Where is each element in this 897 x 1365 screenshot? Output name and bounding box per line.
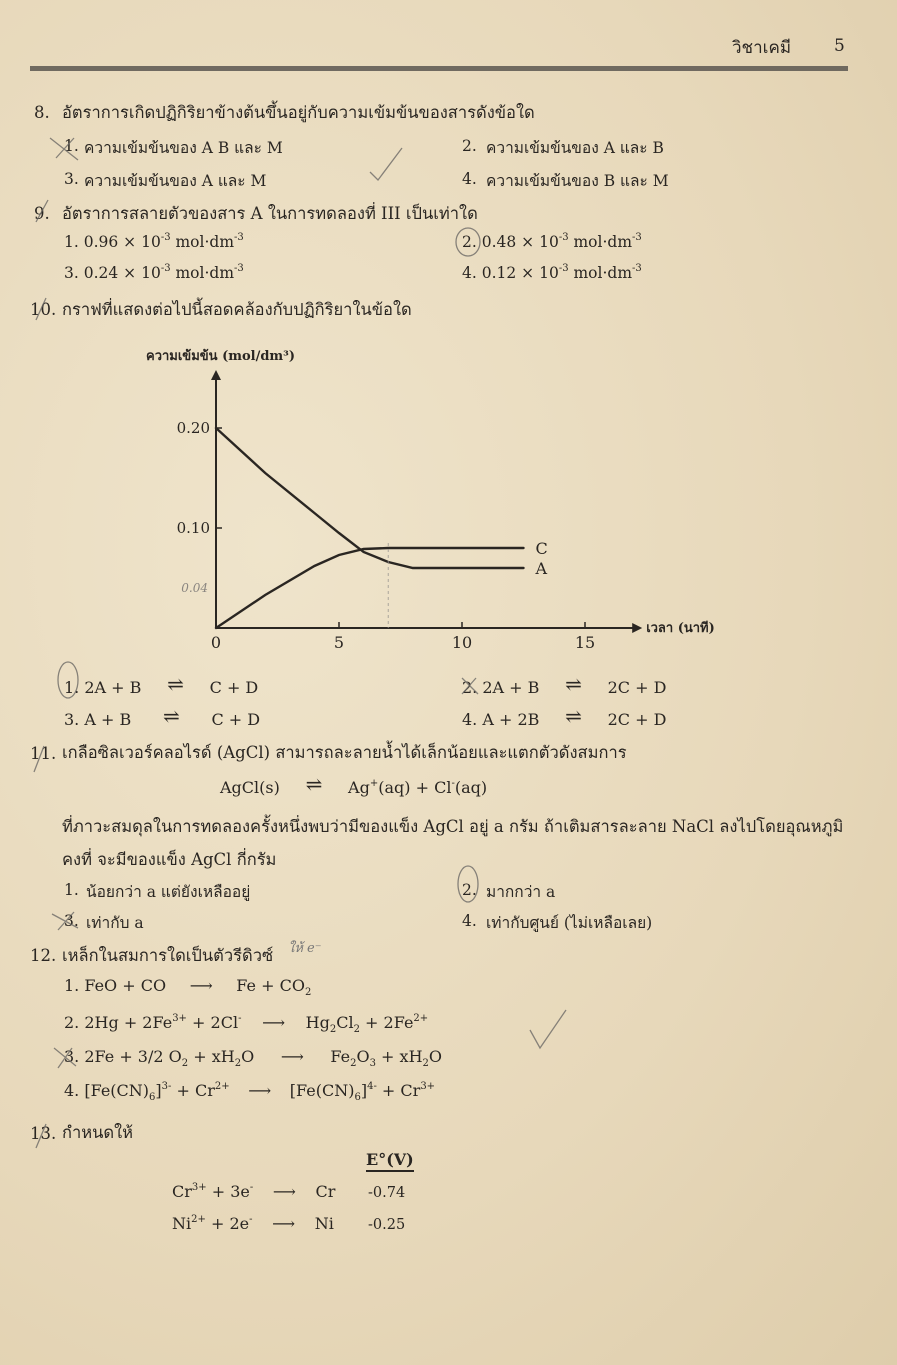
q13-r1-product: Cr xyxy=(315,1182,336,1201)
q9-o4-value: 0.12 × 10 xyxy=(481,264,559,282)
q9-o4-unit-exp: -3 xyxy=(632,263,642,274)
equilibrium-arrow-icon: ⇌ xyxy=(565,672,582,696)
q12-o4-r2: ] xyxy=(360,1081,368,1100)
q12-o4-r2-sup: 4- xyxy=(367,1081,377,1092)
q9-o3-value: 0.24 × 10 xyxy=(83,264,161,282)
q12-o3-b: + xH xyxy=(188,1047,235,1066)
q12-o4-r3-sup: 3+ xyxy=(420,1081,436,1092)
q10-option-3 xyxy=(64,704,261,729)
q13-r2-ion-charge: 2+ xyxy=(191,1214,206,1225)
q10-o1-rhs: C + D xyxy=(209,678,259,697)
q9-option-4 xyxy=(462,264,642,282)
y-tick-label: 0.20 xyxy=(176,419,210,437)
q12-number: 12. xyxy=(30,946,57,965)
q8-number: 8. xyxy=(34,103,50,122)
q12-o3-r1: Fe xyxy=(330,1047,351,1066)
q12-o4-r1: [Fe(CN) xyxy=(289,1081,355,1100)
q8-option-1-num: 1. xyxy=(64,137,79,155)
q11-eq-cl-charge: - xyxy=(451,778,455,789)
q12-o3-a: 3. 2Fe + 3/2 O xyxy=(64,1047,182,1066)
series-label-a: A xyxy=(535,559,548,578)
q12-option-4 xyxy=(64,1081,436,1103)
q12-o3-r4: O xyxy=(428,1047,443,1066)
equilibrium-arrow-icon: ⇌ xyxy=(167,672,184,696)
q13-r2-e: + 2e xyxy=(205,1214,250,1233)
q12-o4-r1-sub: 6 xyxy=(354,1092,361,1103)
q8-option-4-num: 4. xyxy=(462,170,477,188)
q12-o3-b-sub: 2 xyxy=(234,1058,242,1069)
right-arrow-icon: ⟶ xyxy=(280,1047,304,1066)
right-arrow-icon: ⟶ xyxy=(248,1081,272,1100)
q9-o1-num: 1. xyxy=(64,233,79,251)
q11-option-2-num: 2. xyxy=(462,881,477,899)
q11-equation xyxy=(220,772,488,797)
q12-o4-r3: + Cr xyxy=(376,1081,421,1100)
q13-number: 13. xyxy=(30,1124,57,1143)
q11-paragraph-1: ที่ภาวะสมดุลในการทดลองครั้งหนึ่งพบว่ามีของแข็ง AgCl อยู่ a กรัม ถ้าเติมสารละลาย NaCl ลงไปโดยอุณหภูมิ xyxy=(62,817,844,836)
q11-eq-cl: (aq) + Cl xyxy=(378,778,452,797)
q12-o3-a-sub: 2 xyxy=(181,1058,189,1069)
q9-o3-unit-exp: -3 xyxy=(234,263,244,274)
q11-option-1-num: 1. xyxy=(64,881,79,899)
q13-r2-e-charge: - xyxy=(249,1214,253,1225)
q12-o2-r2: Cl xyxy=(336,1013,354,1032)
q11-paragraph-2: คงที่ จะมีของแข็ง AgCl กี่กรัม xyxy=(62,850,277,869)
series-line-c xyxy=(216,548,524,628)
q10-o3-rhs: C + D xyxy=(211,710,261,729)
q8-option-1: ความเข้มข้นของ A B และ M xyxy=(84,139,283,157)
q9-o2-unit-exp: -3 xyxy=(632,232,642,243)
y-annotation-label: 0.04 xyxy=(181,581,208,595)
q12-o2-b: + 2Cl xyxy=(186,1013,239,1032)
q11-eq-aq: (aq) xyxy=(454,778,488,797)
q9-o1-value: 0.96 × 10 xyxy=(83,233,161,251)
q9-o4-unit: mol·dm xyxy=(568,264,633,282)
q8-option-2: ความเข้มข้นของ A และ B xyxy=(486,139,664,157)
q12-o2-r2-sub: 2 xyxy=(353,1024,360,1035)
right-arrow-icon: ⟶ xyxy=(262,1013,286,1032)
x-tick-label: 10 xyxy=(451,633,473,652)
q11-eq-ag: Ag xyxy=(348,778,370,797)
q12-o3-r3: + xH xyxy=(375,1047,423,1066)
right-arrow-icon: ⟶ xyxy=(189,976,213,995)
q10-option-4 xyxy=(462,704,667,729)
q12-o2-r1: Hg xyxy=(305,1013,330,1032)
q13-column-header: E°(V) xyxy=(366,1150,414,1172)
q9-number: 9. xyxy=(34,204,50,223)
q9-option-3 xyxy=(64,264,244,282)
q9-o1-unit: mol·dm xyxy=(170,233,235,251)
q9-text: อัตราการสลายตัวของสาร A ในการทดลองที่ III เป็นเท่าใด xyxy=(62,204,478,223)
q12-o3-c: O xyxy=(241,1047,255,1066)
x-tick-label: 15 xyxy=(574,633,596,652)
q9-o3-unit: mol·dm xyxy=(170,264,235,282)
q13-r1-e: + 3e xyxy=(206,1182,250,1201)
q12-option-2 xyxy=(64,1013,429,1035)
q13-r2-potential: -0.25 xyxy=(368,1217,406,1233)
q9-option-1 xyxy=(64,233,244,251)
q10-o2-rhs: 2C + D xyxy=(607,678,667,697)
x-tick-label: 5 xyxy=(333,633,345,652)
q9-o2-unit: mol·dm xyxy=(568,233,633,251)
q11-option-1: น้อยกว่า a แต่ยังเหลืออยู่ xyxy=(86,883,251,901)
series-label-c: C xyxy=(535,539,548,558)
q8-check-mark-icon xyxy=(370,148,402,180)
q12-o3-r2-sub: 3 xyxy=(369,1058,376,1069)
q9-o2-num: 2. xyxy=(462,233,477,251)
q12-o2-a-sup: 3+ xyxy=(172,1013,187,1024)
q13-r2-product: Ni xyxy=(314,1214,334,1233)
header-subject: วิชาเคมี xyxy=(732,38,792,58)
q13-r1-potential: -0.74 xyxy=(368,1185,406,1201)
q10-option-1 xyxy=(64,672,259,697)
q13-r1-e-charge: - xyxy=(249,1182,254,1193)
q9-o2-value: 0.48 × 10 xyxy=(481,233,559,251)
q11-option-3-num: 3. xyxy=(64,912,79,930)
equilibrium-arrow-icon: ⇌ xyxy=(565,704,582,728)
y-tick-label: 0.10 xyxy=(176,519,210,537)
q12-o2-r1-sub: 2 xyxy=(329,1024,337,1035)
q9-o1-unit-exp: -3 xyxy=(234,232,244,243)
q11-option-2: มากกว่า a xyxy=(486,883,556,901)
q10-o2-lhs: 2. 2A + B xyxy=(462,678,540,697)
q12-o4-c: + Cr xyxy=(171,1081,215,1100)
q12-check-mark-icon xyxy=(530,1010,566,1048)
q12-option-3 xyxy=(64,1047,443,1069)
q13-r1-ion: Cr xyxy=(172,1182,192,1201)
q12-o2-a: 2. 2Hg + 2Fe xyxy=(64,1013,173,1032)
q12-o2-r3: + 2Fe xyxy=(359,1013,414,1032)
x-axis-label: เวลา (นาที) xyxy=(646,621,715,636)
q12-o2-r3-sup: 2+ xyxy=(413,1013,429,1024)
q9-o4-exp: -3 xyxy=(558,263,569,274)
q13-row-ni xyxy=(172,1214,334,1233)
equilibrium-arrow-icon: ⇌ xyxy=(162,704,180,728)
x-axis-arrow-icon xyxy=(632,623,642,633)
page-number: 5 xyxy=(834,36,845,56)
q10-o4-rhs: 2C + D xyxy=(607,710,667,729)
x-tick-label: 0 xyxy=(210,633,222,652)
y-axis-label: ความเข้มข้น (mol/dm³) xyxy=(146,349,296,364)
q9-option-2 xyxy=(462,233,642,251)
q12-o1-rhs: Fe + CO xyxy=(236,976,305,995)
q12-o3-r2: O xyxy=(356,1047,370,1066)
q9-o2-exp: -3 xyxy=(558,232,569,243)
q12-o4-b: ] xyxy=(155,1081,162,1100)
q10-option-2 xyxy=(462,672,667,697)
q13-r2-ion: Ni xyxy=(172,1214,192,1233)
q11-text: เกลือซิลเวอร์คลอไรด์ (AgCl) สามารถละลายน้ำได้เล็กน้อยและแตกตัวดังสมการ xyxy=(62,743,627,762)
concentration-time-chart xyxy=(0,345,897,675)
q11-option-4: เท่ากับศูนย์ (ไม่เหลือเลย) xyxy=(486,914,653,932)
q13-row-cr xyxy=(172,1182,335,1201)
q9-o4-num: 4. xyxy=(462,264,477,282)
q12-o4-a: 4. [Fe(CN) xyxy=(64,1081,150,1100)
q11-eq-ag-charge: + xyxy=(369,778,379,789)
q10-number: 10. xyxy=(30,300,57,319)
y-axis-arrow-icon xyxy=(211,370,221,380)
q11-number: 11. xyxy=(30,744,57,763)
q12-o1-sub: 2 xyxy=(304,987,312,998)
chart-plot-area xyxy=(146,348,715,652)
q11-option-3: เท่ากับ a xyxy=(86,914,144,932)
right-arrow-icon: ⟶ xyxy=(272,1214,296,1233)
q9-o1-exp: -3 xyxy=(160,232,171,243)
q10-o3-lhs: 3. A + B xyxy=(64,710,132,729)
q10-o1-lhs: 1. 2A + B xyxy=(64,678,142,697)
q8-text: อัตราการเกิดปฏิกิริยาข้างต้นขึ้นอยู่กับความเข้มข้นของสารดังข้อใด xyxy=(62,103,535,122)
q8-option-3: ความเข้มข้นของ A และ M xyxy=(84,172,267,190)
q10-text: กราฟที่แสดงต่อไปนี้สอดคล้องกับปฏิกิริยาในข้อใด xyxy=(62,300,412,319)
q12-option-1 xyxy=(64,976,312,998)
q11-eq-lhs: AgCl(s) xyxy=(220,778,280,797)
q11-option-4-num: 4. xyxy=(462,912,477,930)
q12-o4-a-sub: 6 xyxy=(149,1092,156,1103)
q12-o4-b-sup: 3- xyxy=(161,1081,172,1092)
q12-o2-b-sup: - xyxy=(238,1013,242,1024)
q9-o3-exp: -3 xyxy=(160,263,171,274)
q12-o3-r3-sub: 2 xyxy=(422,1058,429,1069)
q8-option-4: ความเข้มข้นของ B และ M xyxy=(486,172,669,190)
q13-r1-ion-charge: 3+ xyxy=(191,1182,207,1193)
q12-o3-r1-sub: 2 xyxy=(350,1058,357,1069)
q9-o3-num: 3. xyxy=(64,264,79,282)
q8-option-2-num: 2. xyxy=(462,137,477,155)
right-arrow-icon: ⟶ xyxy=(272,1182,296,1201)
q12-o4-c-sup: 2+ xyxy=(214,1081,230,1092)
q12-text: เหล็กในสมการใดเป็นตัวรีดิวซ์ xyxy=(62,946,274,965)
q12-handwritten-note: ให้ e⁻ xyxy=(288,941,322,956)
q13-text: กำหนดให้ xyxy=(62,1123,134,1142)
q8-option-3-num: 3. xyxy=(64,170,79,188)
header-rule xyxy=(30,66,848,71)
q12-o1-lhs: 1. FeO + CO xyxy=(64,976,167,995)
equilibrium-arrow-icon: ⇌ xyxy=(305,772,323,796)
q10-o4-lhs: 4. A + 2B xyxy=(462,710,540,729)
